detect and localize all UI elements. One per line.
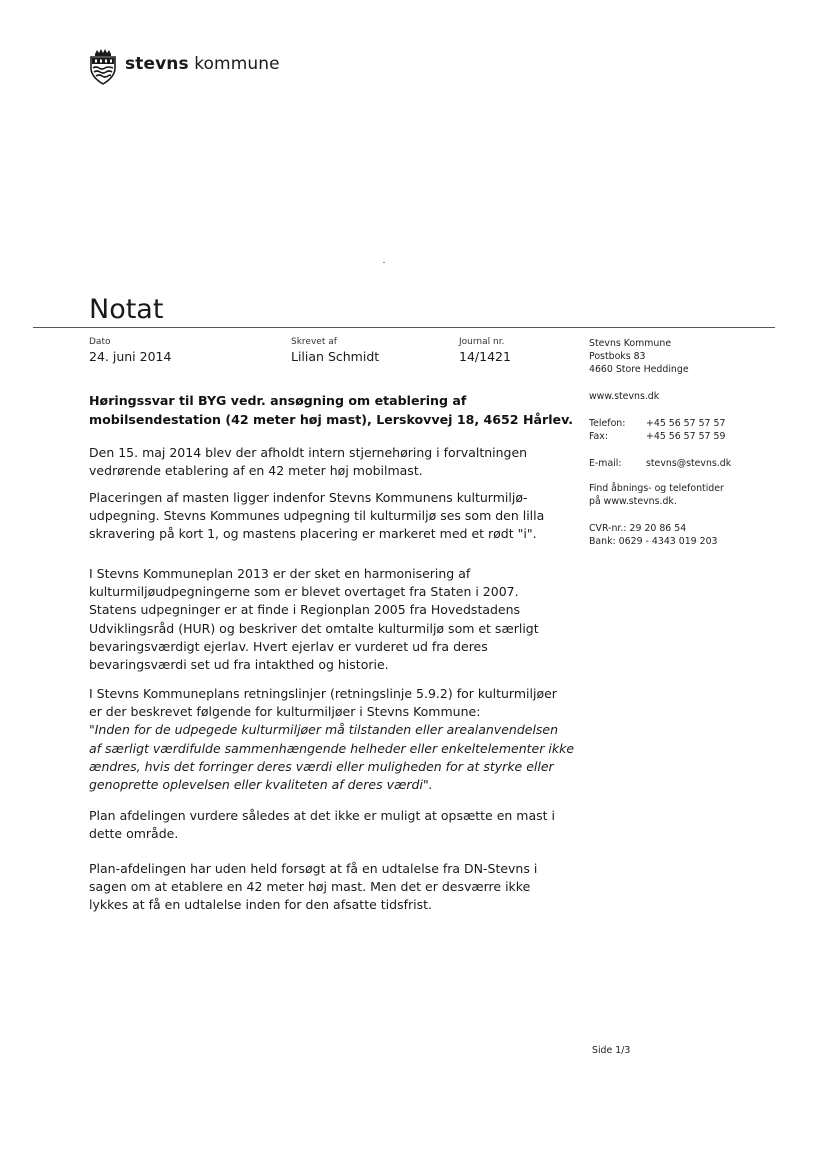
header-divider [33, 327, 775, 328]
opening-hours-line: på www.stevns.dk. [589, 496, 677, 507]
text-line: Den 15. maj 2014 blev der afholdt intern stjernehøring i forvaltningen [89, 445, 528, 460]
page-number: Side 1/3 [592, 1045, 631, 1056]
text-line: Statens udpegninger er at finde i Regionplan 2005 fra Hovedstadens [89, 602, 521, 618]
website: www.stevns.dk [589, 391, 660, 402]
text-line: skravering på kort 1, og mastens placering er markeret med et rødt "i". [89, 526, 537, 542]
paragraph-2 [89, 489, 574, 544]
coat-of-arms-icon [88, 48, 118, 86]
stevns-logo [88, 48, 280, 86]
paragraph-6 [89, 860, 574, 915]
phone-label: Telefon: [589, 418, 626, 429]
text-line: Placeringen af masten ligger indenfor Stevns Kommunens kulturmiljø- [89, 490, 528, 505]
text-line: kulturmiljøudpegningerne som er blevet overtaget fra Staten i 2007. [89, 584, 519, 600]
opening-hours-line: Find åbnings- og telefontider [589, 483, 724, 494]
fax-label: Fax: [589, 431, 608, 442]
text-line: vedrørende etablering af en 42 meter høj mobilmast. [89, 463, 423, 479]
paragraph-4 [89, 685, 574, 794]
text-line: Plan-afdelingen har uden held forsøgt at få en udtalelse fra DN-Stevns i [89, 861, 538, 876]
author-value: Lilian Schmidt [291, 349, 380, 364]
fax-row [589, 430, 725, 443]
journal-value: 14/1421 [459, 349, 511, 364]
brand-name [125, 54, 280, 74]
subject-heading-line: mobilsendestation (42 meter høj mast), Lerskovvej 18, 4652 Hårlev. [89, 412, 574, 427]
company-info [589, 522, 718, 548]
email-value: stevns@stevns.dk [646, 458, 732, 469]
text-line: bevaringsværdi set ud fra intakthed og historie. [89, 657, 389, 673]
journal-label: Journal nr. [459, 337, 505, 347]
address-line: 4660 Store Heddinge [589, 364, 689, 375]
paragraph-3 [89, 565, 574, 674]
scan-speck [383, 262, 385, 263]
quote-line: ændres, hvis det forringer deres værdi eller muligheden for at styrke eller [89, 758, 554, 774]
text-line: lykkes at få en udtalelse inden for den afsatte tidsfrist. [89, 897, 432, 913]
paragraph-1 [89, 444, 574, 480]
opening-hours [589, 482, 724, 508]
org-name: Stevns Kommune [589, 338, 672, 349]
text-line: I Stevns Kommuneplans retningslinjer (retningslinje 5.9.2) for kulturmiljøer [89, 686, 557, 701]
brand-name-rest: kommune [188, 54, 280, 74]
text-line: dette område. [89, 826, 179, 842]
text-line: I Stevns Kommuneplan 2013 er der sket en harmonisering af [89, 566, 471, 581]
email-block [589, 457, 731, 470]
brand-name-bold: stevns [125, 54, 189, 74]
phone-fax-block [589, 417, 725, 443]
quote-line: "Inden for de udpegede kulturmiljøer må tilstanden eller arealanvendelsen [89, 722, 559, 738]
subject-heading [89, 391, 579, 429]
text-line: bevaringsværdigt ejerlav. Hvert ejerlav er vurderet ud fra deres [89, 638, 488, 654]
sender-address [589, 337, 689, 376]
address-line: Postboks 83 [589, 351, 646, 362]
author-label: Skrevet af [291, 337, 337, 347]
email-label: E-mail: [589, 458, 622, 469]
text-line: sagen om at etablere en 42 meter høj mast. Men det er desværre ikke [89, 879, 531, 895]
date-value: 24. juni 2014 [89, 349, 172, 364]
text-line: er der beskrevet følgende for kulturmiljøer i Stevns Kommune: [89, 704, 481, 720]
paragraph-5 [89, 807, 574, 843]
date-label: Dato [89, 337, 111, 347]
text-line: udpegning. Stevns Kommunes udpegning til kulturmiljø ses som den lilla [89, 508, 545, 524]
quote-line: af særligt værdifulde sammenhængende helheder eller enkeltelementer ikke [89, 740, 575, 756]
text-line: Udviklingsråd (HUR) og beskriver det omtalte kulturmiljø som et særligt [89, 620, 539, 636]
text-line: Plan afdelingen vurdere således at det ikke er muligt at opsætte en mast i [89, 808, 555, 823]
email-row [589, 457, 731, 470]
bank-account: Bank: 0629 - 4343 019 203 [589, 536, 718, 547]
subject-heading-line: Høringssvar til BYG vedr. ansøgning om etablering af [89, 393, 467, 408]
phone-row [589, 417, 725, 430]
phone-value: +45 56 57 57 57 [646, 418, 726, 429]
quote-line: genoprette oplevelsen eller kvaliteten af deres værdi". [89, 777, 433, 793]
document-title: Notat [89, 294, 164, 325]
cvr-number: CVR-nr.: 29 20 86 54 [589, 523, 687, 534]
fax-value: +45 56 57 57 59 [646, 431, 726, 442]
